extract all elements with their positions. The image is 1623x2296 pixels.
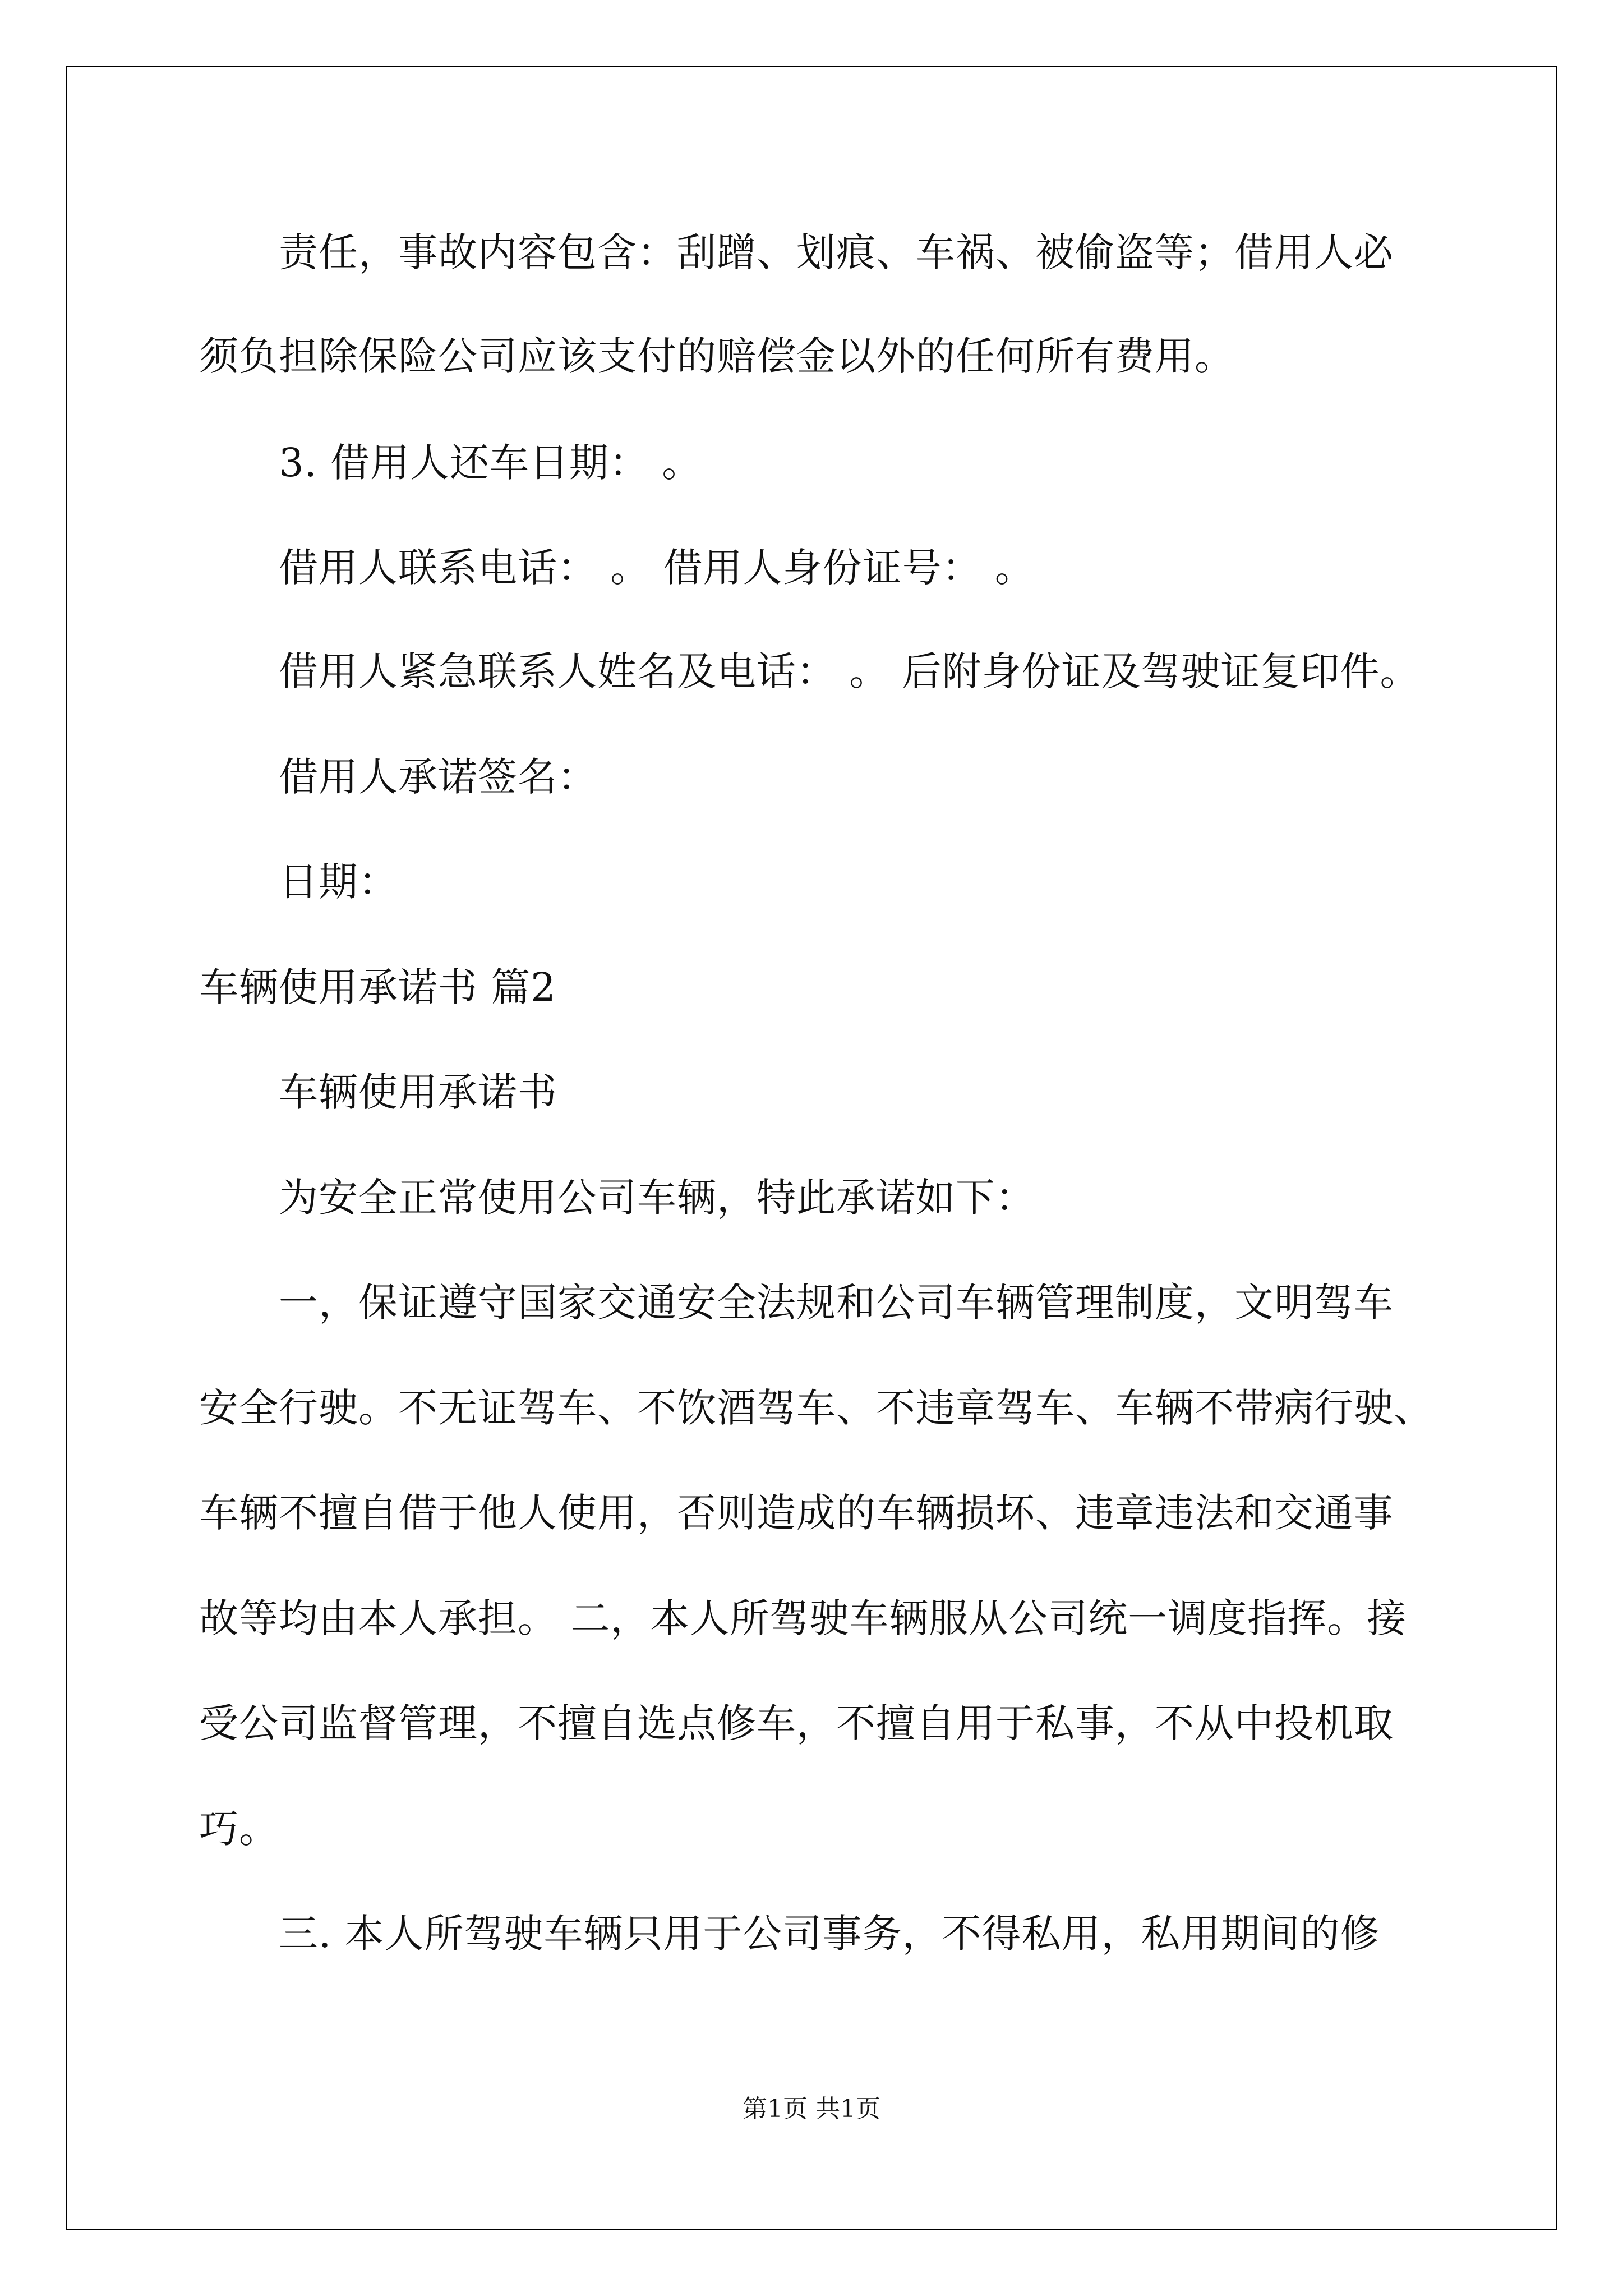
paragraph-line: 受公司监督管理，不擅自选点修车，不擅自用于私事，不从中投机取	[199, 1700, 1394, 1746]
paragraph-line: 3. 借用人还车日期： 。	[279, 440, 702, 486]
paragraph-line: 车辆不擅自借于他人使用，否则造成的车辆损坏、违章违法和交通事	[199, 1490, 1394, 1536]
section-heading: 车辆使用承诺书 篇2	[199, 964, 556, 1010]
paragraph-line: 借用人承诺签名：	[279, 754, 597, 800]
paragraph-line: 为安全正常使用公司车辆，特此承诺如下：	[279, 1175, 1035, 1221]
paragraph-line: 借用人紧急联系人姓名及电话： 。 后附身份证及驾驶证复印件。	[279, 648, 1420, 694]
paragraph-line: 巧。	[199, 1806, 279, 1852]
document-title: 车辆使用承诺书	[279, 1069, 557, 1115]
paragraph-line: 一，保证遵守国家交通安全法规和公司车辆管理制度，文明驾车	[279, 1280, 1394, 1326]
paragraph-line: 日期：	[279, 859, 398, 905]
paragraph-line: 安全行驶。不无证驾车、不饮酒驾车、不违章驾车、车辆不带病行驶、	[199, 1385, 1433, 1431]
paragraph-line: 须负担除保险公司应该支付的赔偿金以外的任何所有费用。	[199, 333, 1234, 379]
paragraph-line: 借用人联系电话： 。 借用人身份证号： 。	[279, 545, 1035, 591]
paragraph-line: 三. 本人所驾驶车辆只用于公司事务，不得私用，私用期间的修	[279, 1911, 1380, 1957]
paragraph-line: 故等均由本人承担。 二，本人所驾驶车辆服从公司统一调度指挥。接	[199, 1595, 1407, 1641]
paragraph-line: 责任，事故内容包含：刮蹭、划痕、车祸、被偷盗等；借用人必	[279, 229, 1394, 275]
page-footer: 第1页 共1页	[743, 2095, 880, 2123]
